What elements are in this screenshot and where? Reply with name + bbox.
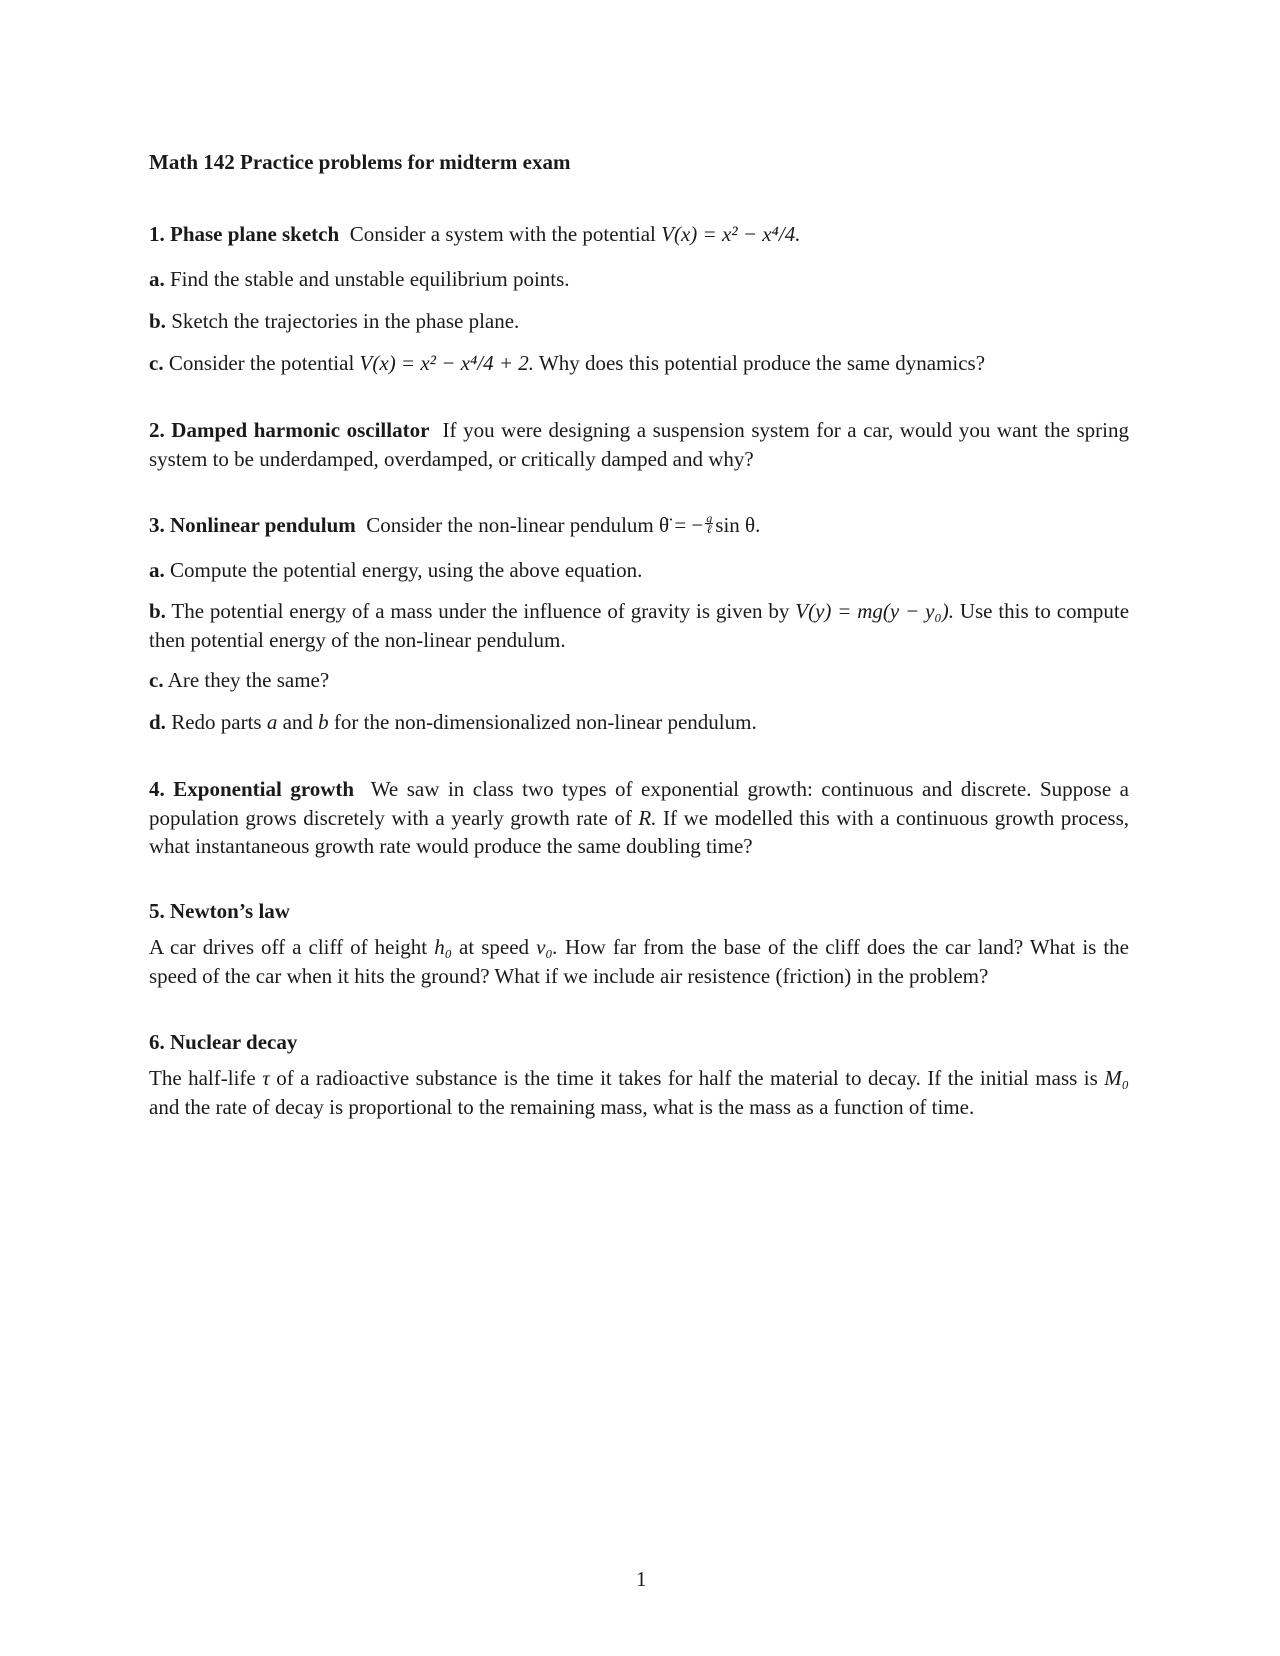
- fraction-g-over-l: $\frac{g}{\text{ℓ}}$: [706, 510, 713, 536]
- part-text: The potential energy of a mass under the influence of gravity is given by: [171, 599, 790, 623]
- problem-5-var: h₀: [434, 935, 452, 959]
- problem-3-heading: 3. Nonlinear pendulum: [149, 513, 356, 537]
- part-text: Why does this potential produce the same dynamics?: [538, 351, 986, 375]
- part-text: Are they the same?: [167, 668, 330, 692]
- part-label: a.: [149, 558, 165, 582]
- part-label: b.: [149, 309, 166, 333]
- part-var: a: [266, 710, 278, 734]
- problem-1: [149, 220, 800, 248]
- problem-6-heading: 6. Nuclear decay: [149, 1030, 298, 1054]
- problem-3-intro: Consider the non-linear pendulum: [366, 513, 654, 537]
- problem-1-formula: V(x) = x² − x⁴/4.: [661, 222, 801, 246]
- part-text: for the non-dimensionalized non-linear pendulum.: [333, 710, 757, 734]
- part-text: Use this to compute then potential energy of the non-linear pendulum.: [149, 599, 1130, 652]
- part-text: and: [282, 710, 313, 734]
- part-label: c.: [149, 668, 164, 692]
- part-label: c.: [149, 351, 164, 375]
- part-formula: V(y) = mg(y − y₀).: [795, 599, 954, 623]
- problem-1-part-a: [149, 265, 570, 293]
- part-label: d.: [149, 710, 166, 734]
- part-formula: V(x) = x² − x⁴/4 + 2.: [359, 351, 535, 375]
- problem-4-heading: 4. Exponential growth: [149, 777, 355, 801]
- problem-3-part-c: [149, 666, 329, 694]
- problem-5-text: at speed: [459, 935, 530, 959]
- problem-5-text: A car drives off a cliff of height: [149, 935, 428, 959]
- part-text: Consider the potential: [168, 351, 355, 375]
- problem-6-var: τ: [262, 1066, 270, 1090]
- problem-2-text: If you were designing a suspension system for a car, would you want the spring system to be underdamped, overdamped, or critically damped and why?: [149, 418, 1130, 471]
- problem-2-heading: 2. Damped harmonic oscillator: [149, 418, 430, 442]
- part-label: b.: [149, 599, 166, 623]
- part-label: a.: [149, 267, 165, 291]
- problem-1-intro: Consider a system with the potential: [349, 222, 656, 246]
- problem-4-var: R.: [638, 805, 657, 830]
- problem-3-formula: θ̈ = − $\frac{g}{\text{ℓ}}$ sin θ.: [659, 510, 761, 537]
- problem-4: [149, 775, 1129, 861]
- part-text: Find the stable and unstable equilibrium points.: [170, 267, 570, 291]
- problem-1-heading: 1. Phase plane sketch: [149, 222, 340, 246]
- problem-6-var: M₀: [1104, 1066, 1130, 1090]
- part-text: Compute the potential energy, using the above equation.: [170, 558, 643, 582]
- problem-1-part-c: [149, 349, 985, 377]
- document-title: Math 142 Practice problems for midterm exam: [149, 150, 571, 174]
- problem-2: [149, 416, 1129, 473]
- problem-5-text: How far from the base of the cliff does the car land? What is the speed of the car when it hits the ground? What if we include air resistence (friction) in the problem?: [149, 935, 1130, 988]
- page-number: 1: [636, 1567, 647, 1591]
- problem-6-text: of a radioactive substance is the time it takes for half the material to decay. If the initial mass is: [276, 1066, 1098, 1090]
- problem-5-heading: 5. Newton’s law: [149, 899, 290, 923]
- problem-6-text: The half-life: [149, 1066, 256, 1090]
- part-text: Sketch the trajectories in the phase plane.: [171, 309, 520, 333]
- problem-5-body: [149, 933, 1129, 990]
- problem-4-text: We saw in class two types of exponential growth: continuous and discrete. Suppose a population grows discretely with a yearly growth rate of: [149, 777, 1129, 830]
- problem-3-part-b: [149, 597, 1129, 654]
- problem-5-var: v₀.: [536, 935, 558, 959]
- problem-4-text: If we modelled this with a continuous growth process, what instantaneous growth rate would produce the same doubling time?: [149, 805, 1130, 858]
- problem-6-text: and the rate of decay is proportional to the remaining mass, what is the mass as a function of time.: [149, 1094, 975, 1119]
- problem-3-part-a: [149, 556, 642, 584]
- part-text: Redo parts: [171, 710, 262, 734]
- problem-3: [149, 511, 760, 539]
- part-var: b: [318, 710, 329, 734]
- problem-1-part-b: [149, 307, 519, 335]
- problem-6-body: [149, 1064, 1129, 1121]
- problem-3-part-d: [149, 708, 757, 736]
